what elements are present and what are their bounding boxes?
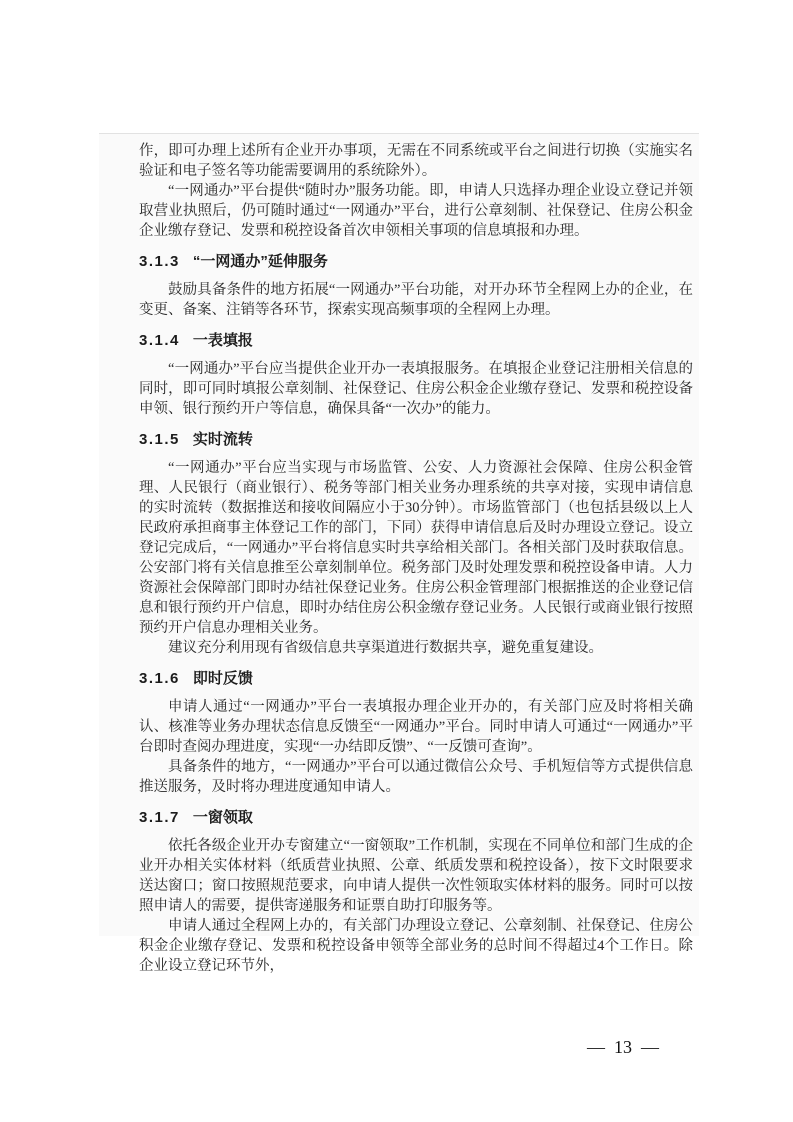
page-number-dash-left: — <box>587 1037 605 1057</box>
paragraph: 依托各级企业开办专窗建立“一窗领取”工作机制，实现在不同单位和部门生成的企业开办相关实体材料（纸质营业执照、公章、纸质发票和税控设备），按下文时限要求送达窗口；窗口按照规范要求，向申请人提供一次性领取实体材料的服务。同时可以按照申请人的需要，提供寄递服务和证票自助打印服务等。 <box>139 838 693 914</box>
section-heading <box>139 252 693 272</box>
section-title: 即时反馈 <box>192 670 253 687</box>
page-number-dash-right: — <box>641 1037 659 1057</box>
paragraph: 鼓励具备条件的地方拓展“一网通办”平台功能，对开办环节全程网上办的企业，在变更、备案、注销等各环节，探索实现高频事项的全程网上办理。 <box>139 282 693 318</box>
paragraph: 作，即可办理上述所有企业开办事项，无需在不同系统或平台之间进行切换（实施实名验证和电子签名等功能需要调用的系统除外）。 <box>139 143 693 179</box>
section-title: 一窗领取 <box>192 809 253 826</box>
page-number <box>553 1035 693 1059</box>
section-number: 3.1.7 <box>139 809 180 826</box>
paragraph: “一网通办”平台应当实现与市场监管、公安、人力资源社会保障、住房公积金管理、人民银行（商业银行）、税务等部门相关业务办理系统的共享对接，实现申请信息的实时流转（数据推送和接收间隔应小于30分钟）。市场监管部门（也包括县级以上人民政府承担商事主体登记工作的部门，下同）获得申请信息后及时办理设立登记。设立登记完成后，“一网通办”平台将信息实时共享给相关部门。各相关部门及时获取信息。公安部门将有关信息推至公章刻制单位。税务部门及时处理发票和税控设备申请。人力资源社会保障部门即时办结社保登记业务。住房公积金管理部门根据推送的企业登记信息和银行预约开户信息，即时办结住房公积金缴存登记业务。人民银行或商业银行按照预约开户信息办理相关业务。 <box>139 460 693 636</box>
paragraph: 具备条件的地方，“一网通办”平台可以通过微信公众号、手机短信等方式提供信息推送服务，及时将办理进度通知申请人。 <box>139 759 693 795</box>
section-heading <box>139 430 693 450</box>
section-heading <box>139 808 693 828</box>
section-heading <box>139 669 693 689</box>
paragraph: 申请人通过全程网上办的，有关部门办理设立登记、公章刻制、社保登记、住房公积金企业缴存登记、发票和税控设备申领等全部业务的总时间不得超过4个工作日。除企业设立登记环节外， <box>139 918 693 974</box>
section-number: 3.1.3 <box>139 253 180 270</box>
paragraph: “一网通办”平台应当提供企业开办一表填报服务。在填报企业登记注册相关信息的同时，即可同时填报公章刻制、社保登记、住房公积金企业缴存登记、发票和税控设备申领、银行预约开户等信息，确保具备“一次办”的能力。 <box>139 361 693 417</box>
paragraph: “一网通办”平台提供“随时办”服务功能。即，申请人只选择办理企业设立登记并领取营业执照后，仍可随时通过“一网通办”平台，进行公章刻制、社保登记、住房公积金企业缴存登记、发票和税控设备首次申领相关事项的信息填报和办理。 <box>139 183 693 239</box>
section-number: 3.1.6 <box>139 670 180 687</box>
section-title: 一表填报 <box>192 332 253 349</box>
paragraph: 申请人通过“一网通办”平台一表填报办理企业开办的，有关部门应及时将相关确认、核准等业务办理状态信息反馈至“一网通办”平台。同时申请人可通过“一网通办”平台即时查阅办理进度，实现“一办结即反馈”、“一反馈可查询”。 <box>139 699 693 755</box>
section-number: 3.1.5 <box>139 431 180 448</box>
document-body <box>139 141 693 976</box>
section-title: “一网通办”延伸服务 <box>192 253 328 270</box>
page-number-value: 13 <box>614 1037 632 1057</box>
section-number: 3.1.4 <box>139 332 180 349</box>
paragraph: 建议充分利用现有省级信息共享渠道进行数据共享，避免重复建设。 <box>168 640 603 656</box>
section-title: 实时流转 <box>192 431 253 448</box>
section-heading <box>139 331 693 351</box>
